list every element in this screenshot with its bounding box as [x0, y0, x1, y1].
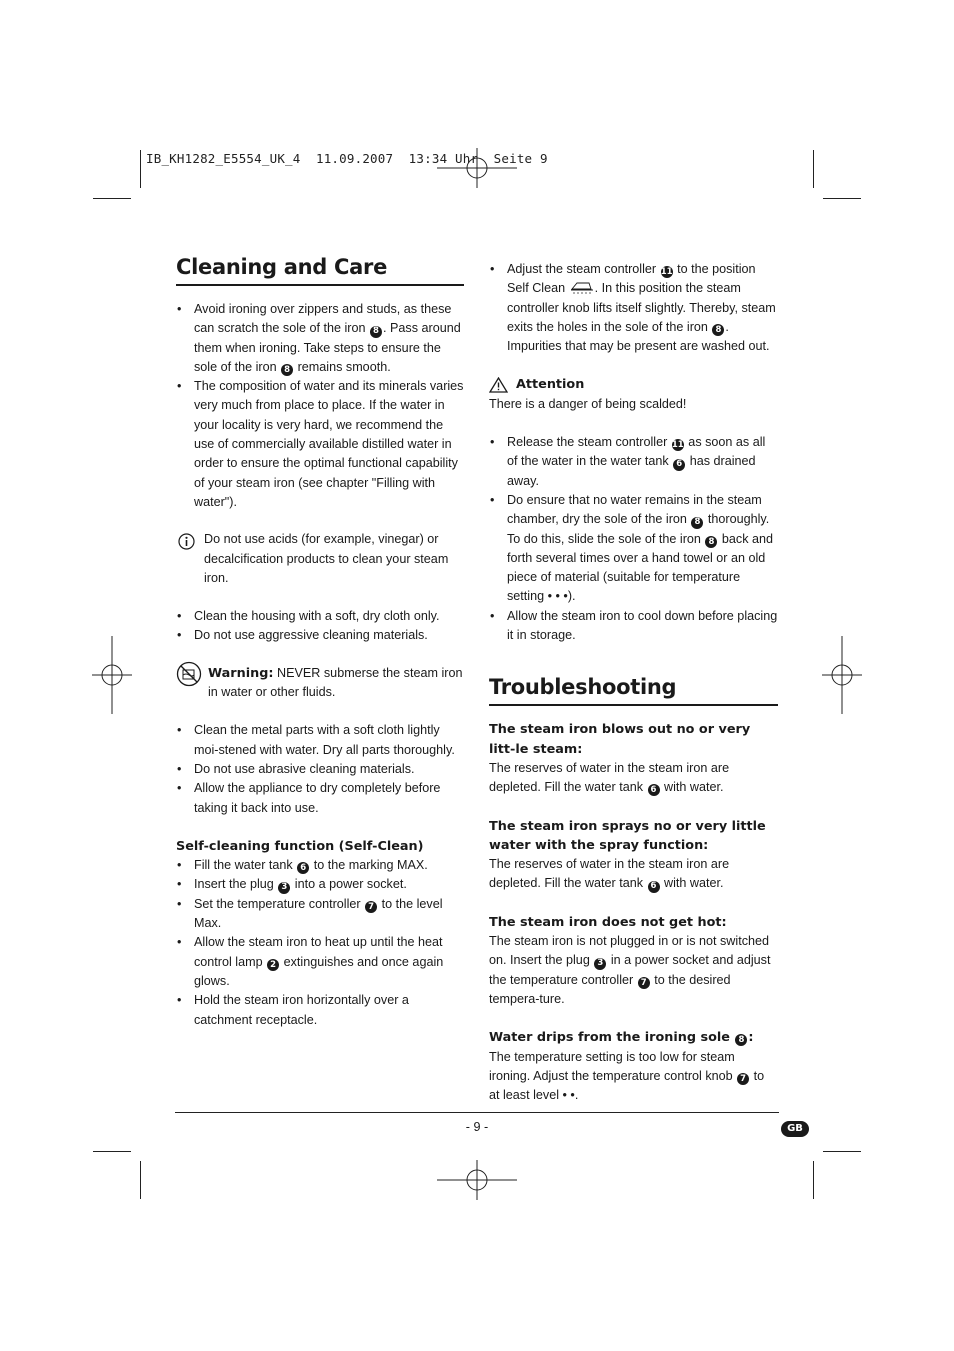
part-number-badge: 7 [365, 901, 377, 913]
part-number-badge: 8 [705, 536, 717, 548]
trouble-question: The steam iron blows out no or very litt-le steam: [489, 722, 751, 757]
trouble-question: The steam iron sprays no or very little water with the spray function: [489, 818, 766, 853]
release-bullets [489, 433, 778, 645]
crop-mark [813, 150, 814, 188]
self-clean-icon [569, 281, 595, 294]
registration-mark-bottom [437, 1160, 517, 1200]
part-number-badge: 7 [638, 977, 650, 989]
info-note-text: Do not use acids (for example, vinegar) or decalcification products to clean your steam iron. [204, 532, 449, 585]
info-note [176, 530, 464, 588]
no-immerse-icon [176, 661, 202, 687]
warning-text: NEVER submerse the steam iron in water or other fluids. [208, 665, 463, 700]
list-item: • Insert the plug 3 into a power socket. [176, 875, 464, 894]
section-title-cleaning: Cleaning and Care [176, 254, 464, 286]
part-number-badge: 2 [267, 959, 279, 971]
crop-mark [93, 198, 131, 199]
steam-controller-bullets [489, 260, 778, 356]
part-number-badge: 3 [278, 882, 290, 894]
selfclean-bullets [176, 856, 464, 1030]
registration-mark-top [437, 148, 517, 188]
language-badge: GB [781, 1121, 809, 1137]
crop-mark [140, 150, 141, 188]
metal-bullets [176, 721, 464, 817]
attention-label: Attention [516, 377, 585, 393]
list-item: • Allow the steam iron to heat up until the heat control lamp 2 extinguishes and once again glows. [176, 933, 464, 991]
crop-mark [813, 1161, 814, 1199]
part-number-badge: 6 [297, 862, 309, 874]
footer-rule [175, 1112, 779, 1113]
cleaning-bullets [176, 300, 464, 512]
crop-mark [823, 1151, 861, 1152]
list-item: • Do ensure that no water remains in the steam chamber, dry the sole of the iron 8 thoroughly. To do this, slide the sole of the iron 8 back and forth several times over a hand towel or an old piece of material (suitable for temperature setting • • •). [489, 491, 778, 607]
right-column [489, 260, 778, 1105]
trouble-question: The steam iron does not get hot: [489, 914, 727, 930]
warning-note [176, 664, 464, 703]
list-item: • Do not use aggressive cleaning materials. [176, 626, 464, 645]
part-number-badge: 6 [673, 459, 685, 471]
trouble-answer: The reserves of water in the steam iron are depleted. Fill the water tank 6 with water. [489, 857, 730, 892]
list-item: • Avoid ironing over zippers and studs, as these can scratch the sole of the iron 8 . Pass around them when ironing. Take steps to ensure the sole of the iron 8 remains smooth. [176, 300, 464, 377]
part-number-badge: 8 [712, 324, 724, 336]
list-item: • Adjust the steam controller 11 to the position Self Clean . In this position the steam controller knob lifts itself slightly. Thereby, steam exits the holes in the sole of the iron 8 . Impurities that may be present are washed out. [489, 260, 778, 356]
part-number-badge: 11 [660, 267, 673, 277]
list-item: • Fill the water tank 6 to the marking MAX. [176, 856, 464, 875]
list-item: • Clean the metal parts with a soft cloth lightly moi-stened with water. Dry all parts thoroughly. [176, 721, 464, 760]
warning-triangle-icon [489, 377, 508, 393]
page-number: - 9 - [465, 1120, 489, 1134]
trouble-answer: The temperature setting is too low for steam ironing. Adjust the temperature control knob 7 to at least level • •. [489, 1049, 765, 1103]
part-number-badge: 8 [691, 517, 703, 529]
left-column [176, 254, 464, 1030]
attention-text: There is a danger of being scalded! [489, 396, 687, 411]
crop-mark [823, 198, 861, 199]
info-icon [178, 533, 195, 550]
section-title-troubleshooting: Troubleshooting [489, 674, 778, 706]
part-number-badge: 11 [671, 440, 684, 451]
trouble-answer: The reserves of water in the steam iron are depleted. Fill the water tank 6 with water. [489, 760, 730, 796]
list-item: • The composition of water and its minerals varies very much from place to place. If the water in your locality is very hard, we recommend the use of commercially available distilled water in order to ensure the optimal functional capability of your steam iron (see chapter "Filling with water"). [176, 377, 464, 512]
selfclean-heading: Self-cleaning function (Self-Clean) [176, 838, 424, 854]
list-item: • Allow the appliance to dry completely before taking it back into use. [176, 779, 464, 818]
list-item: • Allow the steam iron to cool down before placing it in storage. [489, 607, 778, 646]
part-number-badge: 6 [648, 784, 660, 796]
list-item: • Release the steam controller 11 as soon as all of the water in the water tank 6 has drained away. [489, 433, 778, 491]
registration-mark-right [822, 636, 862, 714]
registration-mark-left [92, 636, 132, 714]
warning-label: Warning: [208, 665, 274, 681]
list-item: • Do not use abrasive cleaning materials. [176, 760, 464, 779]
part-number-badge: 8 [735, 1034, 747, 1046]
part-number-badge: 3 [594, 958, 606, 970]
crop-mark [93, 1151, 131, 1152]
part-number-badge: 7 [737, 1073, 749, 1085]
part-number-badge: 8 [370, 326, 382, 338]
crop-mark [140, 1161, 141, 1199]
list-item: • Hold the steam iron horizontally over a catchment receptacle. [176, 991, 464, 1030]
print-slug: IB_KH1282_E5554_UK_4 11.09.2007 13:34 Uhr Seite 9 [146, 151, 548, 166]
list-item: • Set the temperature controller 7 to the level Max. [176, 895, 464, 934]
trouble-answer: The steam iron is not plugged in or is not switched on. Insert the plug 3 in a power socket and adjust the temperature controller 7 to the desired tempera-ture. [489, 934, 771, 1006]
attention-heading [489, 375, 778, 394]
part-number-badge: 8 [281, 364, 293, 376]
trouble-question: Water drips from the ironing sole 8 : [489, 1030, 754, 1046]
list-item: • Clean the housing with a soft, dry cloth only. [176, 607, 464, 626]
housing-bullets [176, 607, 464, 646]
part-number-badge: 6 [648, 881, 660, 893]
